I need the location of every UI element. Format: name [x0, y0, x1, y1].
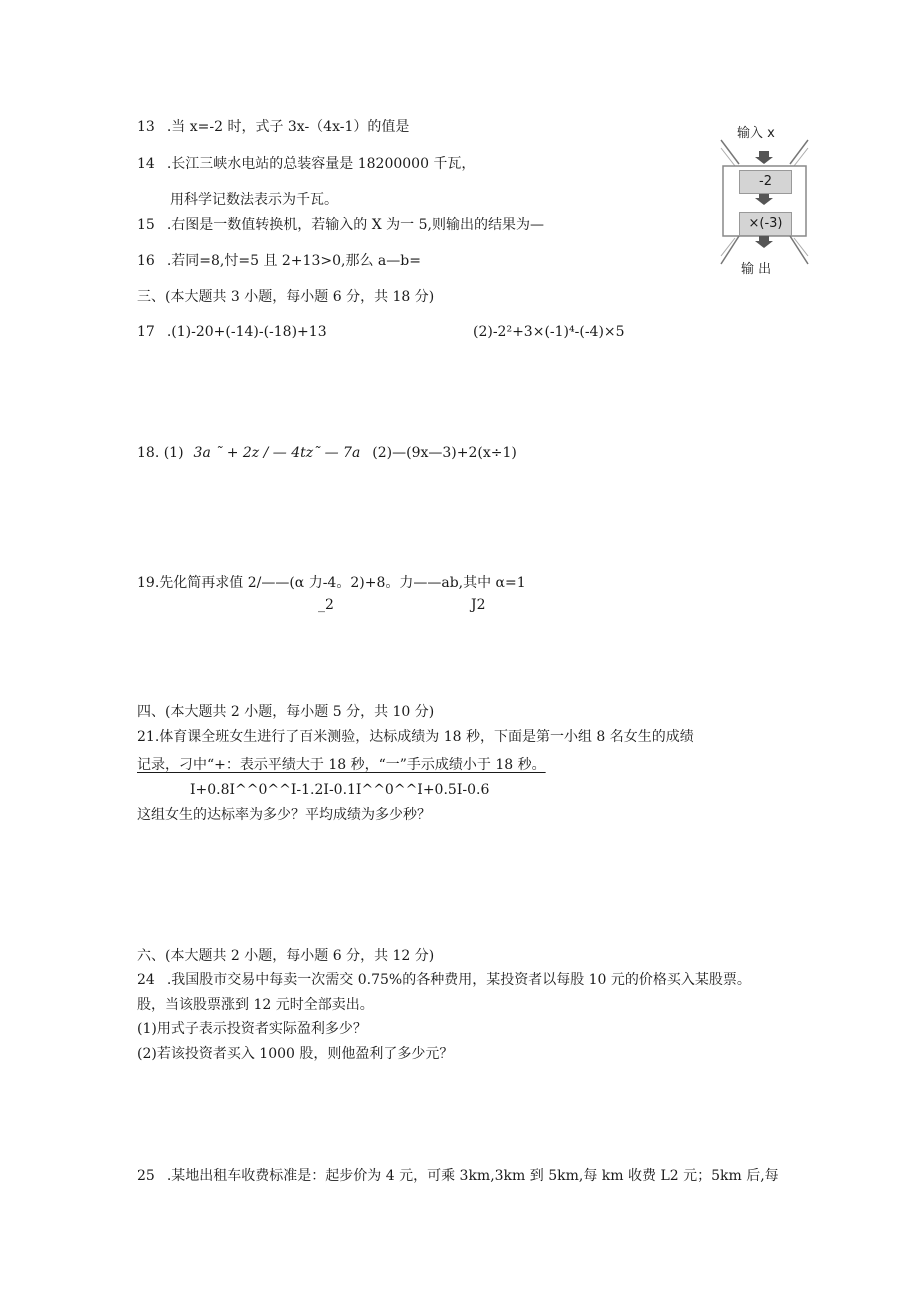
section-6-heading: 六、(本大题共 2 小题，每小题 6 分，共 12 分): [137, 948, 435, 964]
question-number: 15: [137, 217, 155, 233]
question-number: 13: [137, 119, 155, 135]
arrow-down-icon: [755, 151, 773, 164]
question-text: .长江三峡水电站的总装容量是 18200000 千瓦，: [166, 156, 476, 172]
question-18-part2: (2)—(9x—3)+2(x÷1): [372, 445, 517, 461]
machine-step-multiply: ×(-3): [739, 212, 792, 236]
question-number: 14: [137, 156, 155, 172]
question-18-part1: 3a ˜ + 2z / — 4tz˜ — 7a: [193, 445, 361, 461]
question-19-subscript-1: _2: [318, 597, 334, 613]
question-number: 24: [137, 972, 155, 988]
question-21-line2: 记录，刁中“+：表示平绩大于 18 秒，“一”手示成绩小于 18 秒。: [137, 757, 546, 773]
question-text: .当 x=-2 时，式子 3x-（4x-1）的值是: [166, 119, 410, 135]
machine-step-subtract: -2: [739, 170, 792, 194]
question-19-subscript-2: J2: [471, 597, 486, 613]
question-19: 19.先化简再求值 2/——(α 力-4。2)+8。力——ab,其中 α=1: [137, 575, 526, 591]
question-number: 17: [137, 324, 155, 340]
section-4-heading: 四、(本大题共 2 小题，每小题 5 分，共 10 分): [137, 704, 435, 720]
question-text: .(1)-20+(-14)-(-18)+13: [166, 324, 327, 340]
question-24-line2: 股，当该股票涨到 12 元时全部卖出。: [137, 997, 374, 1013]
question-number: 16: [137, 253, 155, 269]
machine-input-label: 输入 x: [737, 126, 775, 141]
question-number: 25: [137, 1168, 155, 1184]
question-18: [137, 444, 517, 462]
machine-frame: [717, 118, 812, 280]
arrow-down-icon: [755, 193, 773, 205]
question-15: [137, 216, 544, 234]
question-24: [137, 971, 751, 989]
question-24-part2: (2)若该投资者买入 1000 股，则他盈利了多少元？: [137, 1046, 454, 1062]
question-17-part2: (2)-2²+3×(-1)⁴-(-4)×5: [473, 324, 625, 340]
question-text: .我国股市交易中每卖一次需交 0.75%的各种费用，某投资者以每股 10 元的价格买入某股票。: [166, 972, 751, 988]
question-14-line2: 用科学记数法表示为千瓦。: [170, 192, 338, 208]
question-25: [137, 1167, 779, 1185]
question-14: [137, 155, 475, 173]
question-text: .右图是一数值转换机，若输入的 X 为一 5,则输出的结果为—: [166, 217, 544, 233]
question-17-part1: [137, 323, 327, 341]
question-21-question: 这组女生的达标率为多少？平均成绩为多少秒？: [137, 807, 431, 823]
machine-output-label: 输 出: [741, 262, 772, 277]
question-21-line1: 21.体育课全班女生进行了百米测验，达标成绩为 18 秒，下面是第一小组 8 名女生的成绩: [137, 729, 694, 745]
arrow-down-icon: [755, 236, 773, 248]
question-text: .某地出租车收费标准是：起步价为 4 元，可乘 3km,3km 到 5km,每 km 收费 L2 元；5km 后,每: [166, 1168, 779, 1184]
question-13: [137, 118, 409, 136]
question-label: 18. (1): [137, 445, 184, 461]
question-24-part1: (1)用式子表示投资者实际盈利多少？: [137, 1021, 367, 1037]
question-text: .若同=8,忖=5 且 2+13>0,那么 a—b=: [166, 253, 421, 269]
question-21-data: I+0.8I^^0^^I-1.2I-0.1I^^0^^I+0.5I-0.6: [190, 782, 490, 798]
conversion-machine-figure: [717, 118, 812, 280]
section-3-heading: 三、(本大题共 3 小题，每小题 6 分，共 18 分): [137, 289, 435, 305]
question-16: [137, 252, 421, 270]
